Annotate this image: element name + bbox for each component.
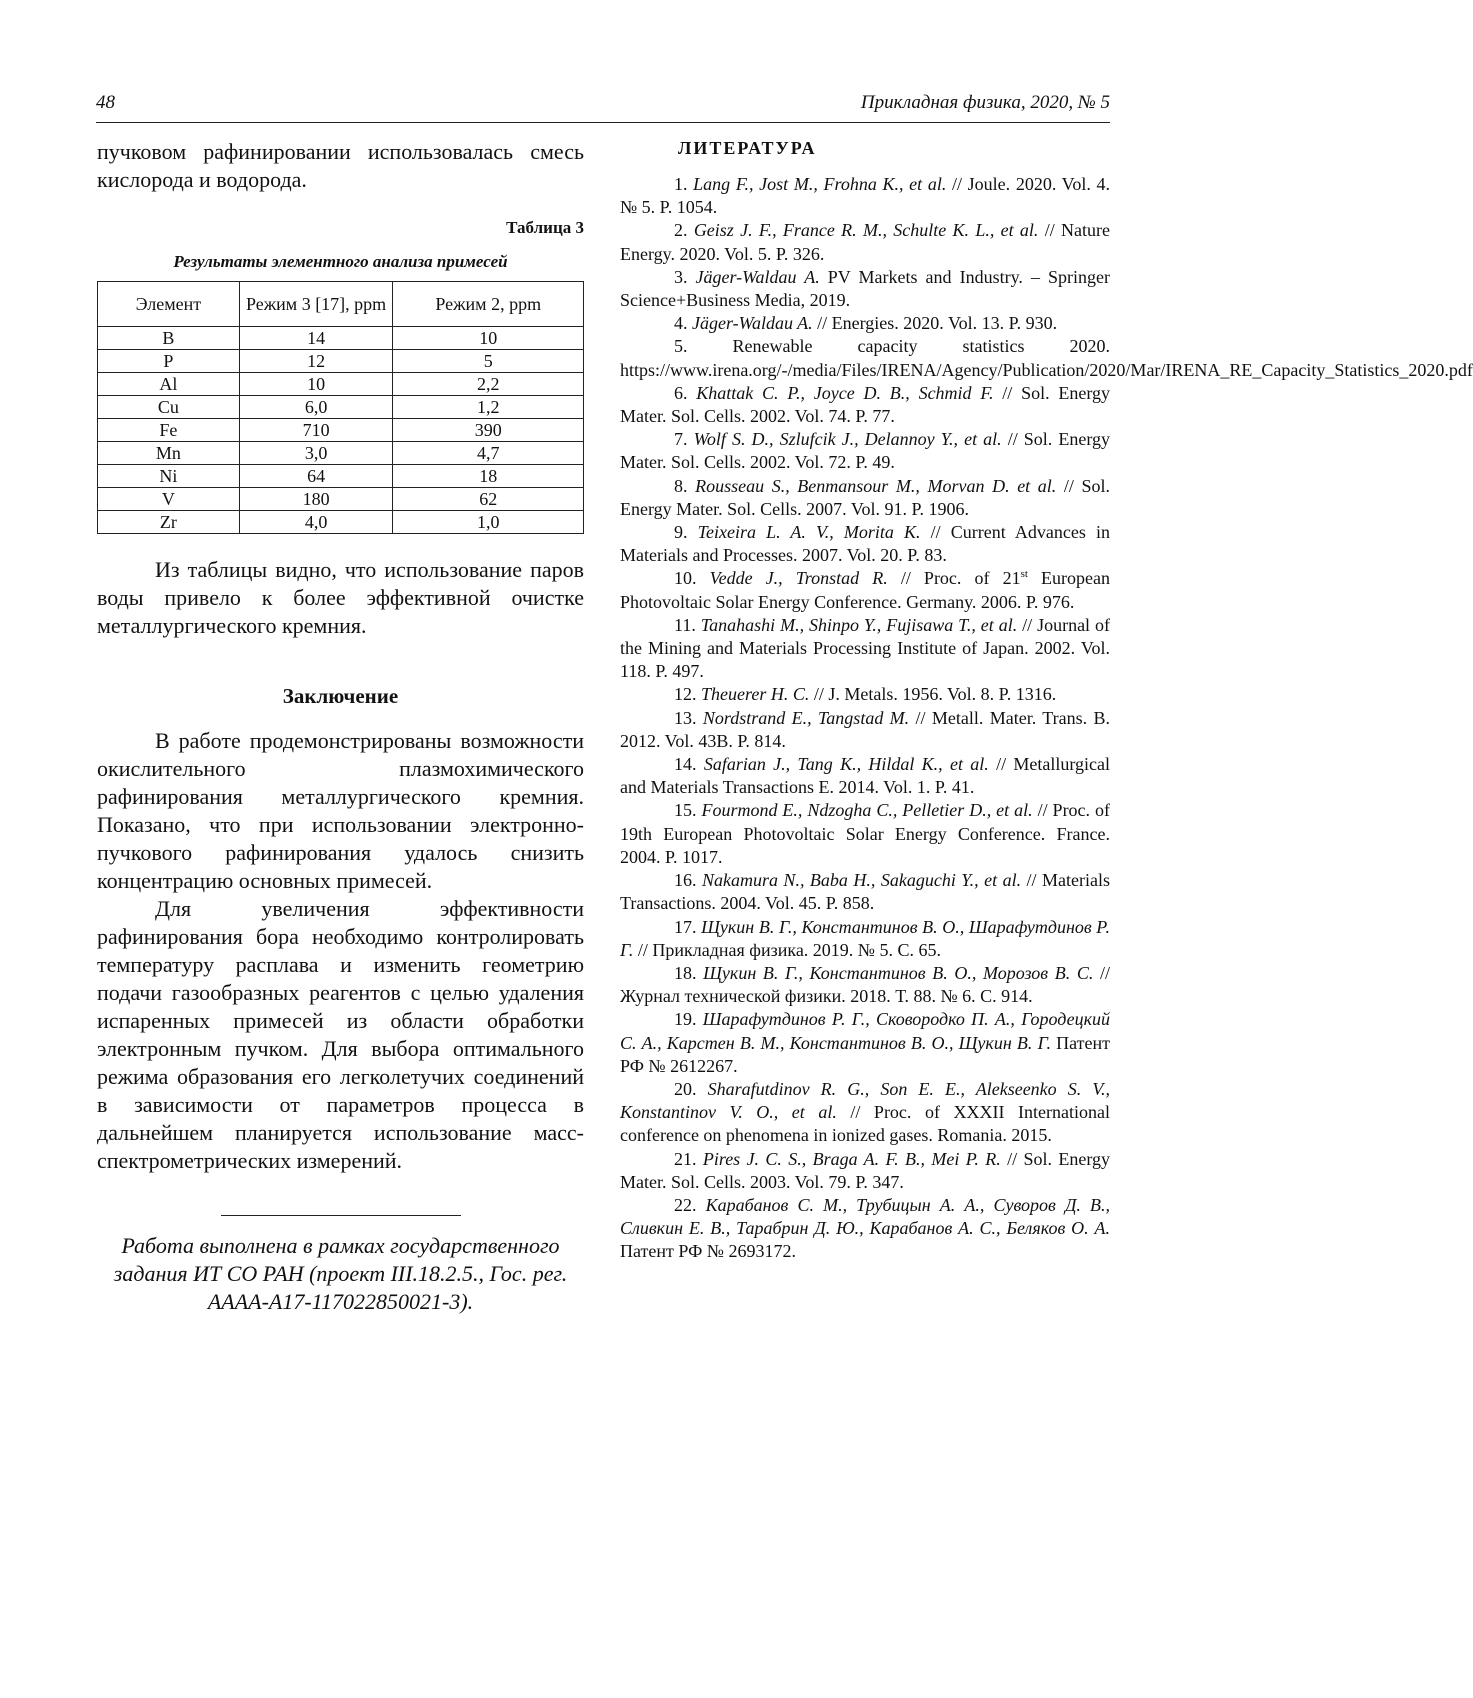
reference-source-cont: European Photovoltaic Solar Energy Conference. Germany. 2006. P. 976. [620,568,1111,612]
column-header: Режим 2, ppm [393,282,584,327]
reference-authors: Fourmond E., Ndzogha C., Pelletier D., et al. [701,800,1033,821]
reference-source: // Sol. Energy Mater. Sol. Cells. 2007. Vol. 91. P. 1906. [620,475,1110,519]
table-row [98,350,584,373]
reference-number: 17. [674,916,697,937]
reference-number: 11. [674,614,696,635]
reference-item [620,219,1110,265]
reference-source: PV Markets and Industry. – Springer Science+Business Media, 2019. [620,266,1110,311]
reference-source: // Journal of the Mining and Materials Processing Institute of Japan. 2002. Vol. 118. P. 497. [620,614,1110,682]
acknowledgement: Работа выполнена в рамках государственного задания ИТ СО РАН (проект III.18.2.5., Гос. рег. АААА-А17-117022850021-3). [113,1233,568,1314]
reference-number: 16. [674,870,697,891]
element-cell: Fe [98,419,240,442]
reference-authors: Щукин В. Г., Константинов В. О., Шарафутдинов Р. Г. [620,916,1110,960]
reference-source: // Журнал технической физики. 2018. Т. 88. № 6. С. 914. [620,962,1110,1007]
reference-list [620,173,1473,1264]
reference-authors: Щукин В. Г., Константинов В. О., Морозов В. С. [703,962,1094,983]
reference-item [620,475,1110,521]
table-row [98,373,584,396]
reference-source: Renewable capacity statistics 2020. https://www.irena.org/-/media/Files/IRENA/Agency/Publication/2020/Mar/IRENA_RE_Capacity_Statistics_2020.pdf [620,336,1473,380]
reference-item [620,614,1110,684]
mode2-cell: 18 [393,465,584,488]
reference-number: 22. [674,1194,697,1215]
reference-item [620,266,1110,312]
left-column [97,138,584,1316]
reference-number: 18. [674,962,697,983]
reference-item [620,173,1110,219]
reference-number: 7. [674,429,688,450]
reference-authors: Pires J. C. S., Braga A. F. B., Mei P. R. [702,1148,1001,1169]
reference-item [620,962,1110,1008]
page-header [96,92,1110,123]
reference-source: // Sol. Energy Mater. Sol. Cells. 2002. Vol. 74. P. 77. [620,382,1111,427]
reference-item [620,1078,1110,1148]
element-cell: P [98,350,240,373]
reference-source: // Прикладная физика. 2019. № 5. С. 65. [633,939,941,960]
conclusion-heading: Заключение [282,684,399,708]
reference-number: 10. [674,568,697,589]
reference-superscript: st [1020,568,1028,581]
table-row [98,419,584,442]
reference-item [620,799,1110,869]
reference-source: // Proc. of 19th European Photovoltaic Solar Energy Conference. France. 2004. P. 1017. [620,800,1110,867]
element-cell: Al [98,373,240,396]
reference-authors: Wolf S. D., Szlufcik J., Delannoy Y., et al. [693,429,1002,450]
column-header: Режим 3 [17], ppm [239,282,393,327]
reference-source: // Metall. Mater. Trans. B. 2012. Vol. 43B. P. 814. [620,707,1110,751]
reference-source: // Materials Transactions. 2004. Vol. 45. P. 858. [620,870,1110,914]
element-cell: Ni [98,465,240,488]
reference-number: 14. [674,754,697,775]
reference-authors: Vedde J., Tronstad R. [709,568,888,589]
mode3-cell: 3,0 [239,442,393,465]
reference-item [620,1008,1110,1078]
mode3-cell: 14 [239,327,393,350]
mode2-cell: 5 [393,350,584,373]
reference-authors: Nordstrand E., Tangstad M. [702,707,910,728]
reference-number: 5. [674,336,688,357]
mode2-cell: 1,2 [393,396,584,419]
reference-item [620,335,1473,381]
reference-authors: Safarian J., Tang K., Hildal K., et al. [703,754,989,775]
mode2-cell: 4,7 [393,442,584,465]
column-header: Элемент [98,282,240,327]
reference-source: // Sol. Energy Mater. Sol. Cells. 2003. Vol. 79. P. 347. [620,1148,1110,1192]
mode2-cell: 2,2 [393,373,584,396]
mode2-cell: 62 [393,488,584,511]
reference-source: // Current Advances in Materials and Processes. 2007. Vol. 20. P. 83. [620,522,1110,566]
mode3-cell: 64 [239,465,393,488]
references-heading: ЛИТЕРАТУРА [678,138,817,158]
element-cell: V [98,488,240,511]
reference-item [620,1148,1110,1194]
reference-item [620,1194,1110,1264]
reference-source: // J. Metals. 1956. Vol. 8. P. 1316. [809,684,1057,705]
element-cell: B [98,327,240,350]
reference-source: // Sol. Energy Mater. Sol. Cells. 2002. Vol. 72. P. 49. [620,429,1111,473]
reference-item [620,312,1110,335]
page-number: 48 [96,92,115,113]
reference-number: 9. [674,522,688,543]
reference-authors: Карабанов С. М., Трубицын А. А., Суворов Д. В., Сливкин Е. В., Тарабрин Д. Ю., Карабанов А. С., Беляков О. А. [620,1194,1111,1239]
reference-item [620,707,1110,753]
reference-item [620,567,1110,613]
table-row [98,488,584,511]
mode3-cell: 4,0 [239,511,393,534]
reference-authors: Tanahashi M., Shinpo Y., Fujisawa T., et al. [700,614,1018,635]
reference-authors: Jäger-Waldau A. [695,266,820,287]
mode3-cell: 710 [239,419,393,442]
reference-authors: Geisz J. F., France R. M., Schulte K. L., et al. [693,220,1039,241]
element-cell: Mn [98,442,240,465]
table-row [98,396,584,419]
table-title: Результаты элементного анализа примесей [173,252,508,271]
mode3-cell: 12 [239,350,393,373]
reference-number: 13. [674,707,697,728]
reference-source: // Nature Energy. 2020. Vol. 5. P. 326. [620,220,1111,264]
reference-number: 15. [674,800,697,821]
reference-number: 1. [674,174,688,194]
reference-item [620,521,1110,567]
reference-authors: Lang F., Jost M., Frohna K., et al. [693,174,947,194]
reference-source: Патент РФ № 2693172. [620,1241,796,1262]
reference-number: 20. [674,1078,697,1099]
reference-authors: Sharafutdinov R. G., Son E. E., Alekseenko S. V., Konstantinov V. O., et al. [620,1078,1111,1123]
reference-authors: Theuerer H. C. [701,684,810,705]
table-number: Таблица 3 [506,218,584,237]
reference-source: // Energies. 2020. Vol. 13. P. 930. [812,313,1058,334]
reference-authors: Teixeira L. A. V., Morita K. [697,522,921,543]
reference-item [620,683,1110,706]
reference-source: // Metallurgical and Materials Transactions E. 2014. Vol. 1. P. 41. [620,754,1111,798]
reference-item [620,753,1110,799]
reference-item [620,382,1110,428]
reference-number: 19. [674,1009,697,1030]
mode2-cell: 390 [393,419,584,442]
reference-number: 8. [674,475,688,496]
reference-authors: Khattak C. P., Joyce D. B., Schmid F. [696,382,994,403]
reference-source: // Proc. of XXXII International conference on phenomena in ionized gases. Romania. 2015. [620,1102,1110,1146]
reference-number: 21. [674,1148,697,1169]
mode2-cell: 10 [393,327,584,350]
reference-source: Патент РФ № 2612267. [620,1032,1110,1076]
reference-number: 4. [674,313,688,334]
conclusion-paragraph-2: Для увеличения эффективности рафинирования бора необходимо контролировать температуру расплава и изменить геометрию подачи газообразных реагентов с целью удаления испаренных примесей из области обработки электронным пучком. Для выбора оптимального режима образования его легколетучих соединений в зависимости от параметров процесса в дальнейшем планируется использование масс-спектрометрических измерений. [97,896,584,1173]
table-row [98,465,584,488]
element-cell: Zr [98,511,240,534]
mode3-cell: 10 [239,373,393,396]
mode2-cell: 1,0 [393,511,584,534]
reference-item [620,916,1110,962]
reference-source: // Proc. of 21 [887,568,1021,589]
table-discussion-paragraph: Из таблицы видно, что использование паров воды привело к более эффективной очистке металлургического кремния. [97,557,584,638]
reference-authors: Шарафутдинов Р. Г., Сковородко П. А., Городецкий С. А., Карстен В. М., Константинов В. О., Щукин В. Г. [620,1009,1111,1053]
right-column [620,138,1473,1264]
separator-line [221,1215,461,1216]
reference-number: 3. [674,266,688,287]
reference-number: 12. [674,684,697,705]
mode3-cell: 180 [239,488,393,511]
mode3-cell: 6,0 [239,396,393,419]
reference-authors: Jäger-Waldau A. [692,313,813,334]
table-row [98,442,584,465]
reference-number: 6. [674,382,688,403]
reference-item [620,428,1110,474]
table-header-row [98,282,584,327]
table-row [98,511,584,534]
journal-name: Прикладная физика, 2020, № 5 [860,92,1110,113]
reference-authors: Nakamura N., Baba H., Sakaguchi Y., et al. [701,870,1022,891]
table-row [98,327,584,350]
reference-authors: Rousseau S., Benmansour M., Morvan D. et al. [695,475,1057,496]
conclusion-paragraph-1: В работе продемонстрированы возможности окислительного плазмохимического рафинирования металлургического кремния. Показано, что при использовании электронно-пучкового рафинирования удалось снизить концентрацию основных примесей. [97,728,584,893]
intro-paragraph: пучковом рафинировании использовалась смесь кислорода и водорода. [97,139,584,192]
impurity-table [97,281,584,534]
element-cell: Cu [98,396,240,419]
reference-item [620,869,1110,915]
reference-source: // Joule. 2020. Vol. 4. № 5. P. 1054. [620,174,1110,218]
reference-number: 2. [674,220,688,241]
